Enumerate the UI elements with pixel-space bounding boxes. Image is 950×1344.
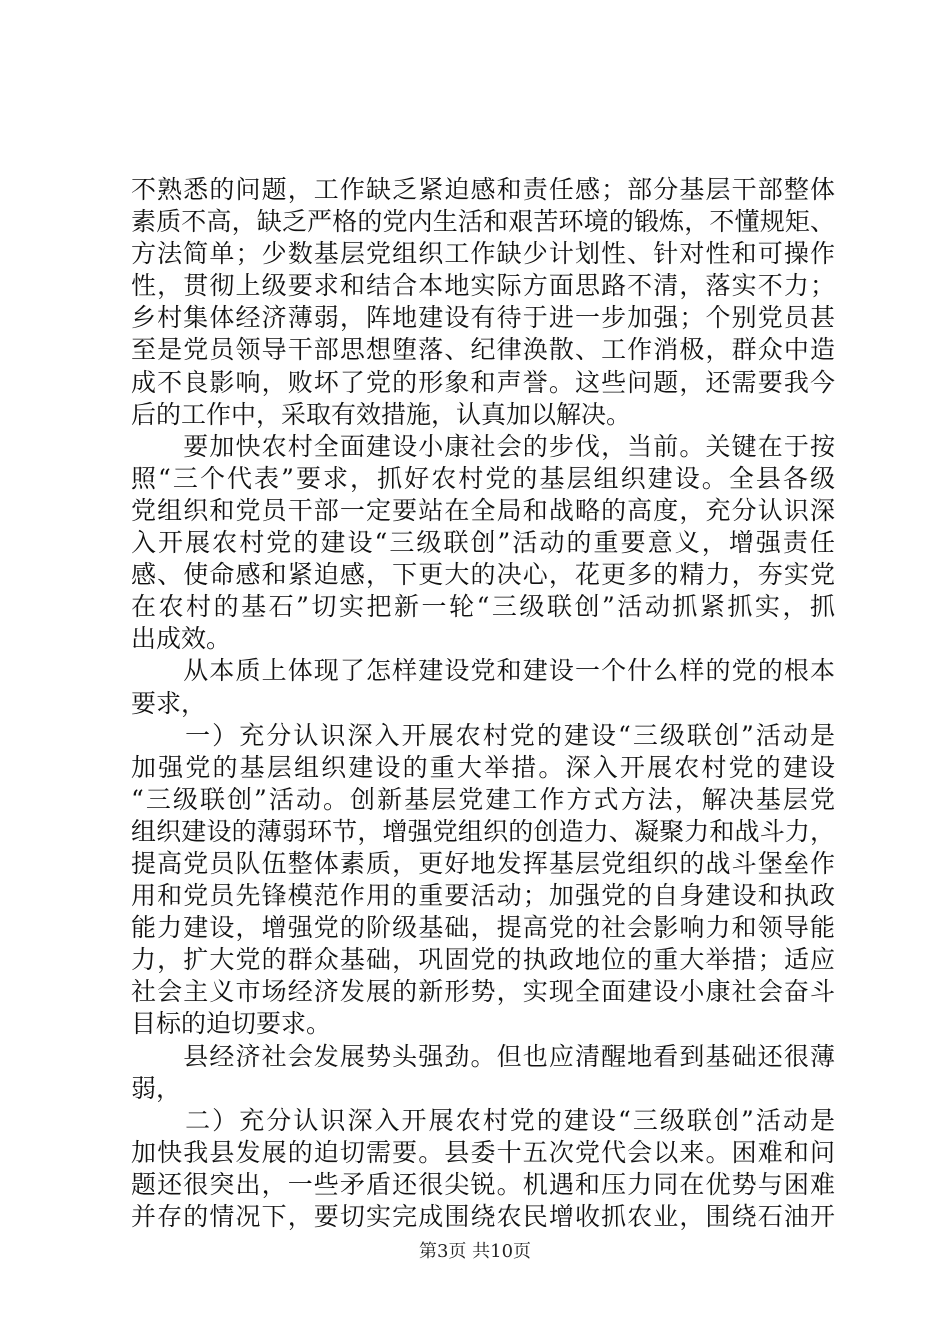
page-number-footer: 第3页 共10页 <box>418 1241 532 1262</box>
text-line: 出成效。 <box>131 624 232 654</box>
text-line: 成不良影响，败坏了党的形象和声誉。这些问题，还需要我今 <box>131 367 835 397</box>
document-body <box>131 174 835 1233</box>
text-line: 加强党的基层组织建设的重大举措。深入开展农村党的建设 <box>131 752 835 782</box>
text-line: 组织建设的薄弱环节，增强党组织的创造力、凝聚力和战斗力， <box>131 816 835 846</box>
text-line: 素质不高，缺乏严格的党内生活和艰苦环境的锻炼，不懂规矩、 <box>131 207 835 237</box>
text-line: 要加快农村全面建设小康社会的步伐，当前。关键在于按 <box>131 431 835 461</box>
text-line: 党组织和党员干部一定要站在全局和战略的高度，充分认识深 <box>131 495 835 525</box>
text-line: 力，扩大党的群众基础，巩固党的执政地位的重大举措；适应 <box>131 945 835 975</box>
text-line: 目标的迫切要求。 <box>131 1009 332 1039</box>
text-line: 一）充分认识深入开展农村党的建设“三级联创”活动是 <box>131 720 835 750</box>
text-line: 县经济社会发展势头强劲。但也应清醒地看到基础还很薄 <box>131 1041 835 1071</box>
text-line: 不熟悉的问题，工作缺乏紧迫感和责任感；部分基层干部整体 <box>131 175 835 204</box>
text-line: 要求， <box>131 688 207 718</box>
text-line: 题还很突出，一些矛盾还很尖锐。机遇和压力同在优势与困难 <box>131 1169 835 1199</box>
text-line: 入开展农村党的建设“三级联创”活动的重要意义，增强责任 <box>131 528 835 558</box>
text-line: “三级联创”活动。创新基层党建工作方式方法，解决基层党 <box>131 784 835 814</box>
text-line: 至是党员领导干部思想堕落、纪律涣散、工作消极，群众中造 <box>131 335 835 365</box>
text-line: 从本质上体现了怎样建设党和建设一个什么样的党的根本 <box>131 656 835 686</box>
text-line: 能力建设，增强党的阶级基础，提高党的社会影响力和领导能 <box>131 913 835 943</box>
text-line: 提高党员队伍整体素质，更好地发挥基层党组织的战斗堡垒作 <box>131 848 835 878</box>
text-line: 方法简单；少数基层党组织工作缺少计划性、针对性和可操作 <box>131 239 835 269</box>
text-line: 加快我县发展的迫切需要。县委十五次党代会以来。困难和问 <box>131 1137 835 1167</box>
text-line: 后的工作中，采取有效措施，认真加以解决。 <box>131 399 632 429</box>
text-line: 乡村集体经济薄弱，阵地建设有待于进一步加强；个别党员甚 <box>131 303 835 333</box>
text-line: 并存的情况下，要切实完成围绕农民增收抓农业，围绕石油开 <box>131 1202 835 1231</box>
text-line: 二）充分认识深入开展农村党的建设“三级联创”活动是 <box>131 1105 835 1135</box>
text-line: 社会主义市场经济发展的新形势，实现全面建设小康社会奋斗 <box>131 977 835 1007</box>
text-line: 弱， <box>131 1073 182 1103</box>
text-line: 照“三个代表”要求，抓好农村党的基层组织建设。全县各级 <box>131 463 835 493</box>
text-line: 用和党员先锋模范作用的重要活动；加强党的自身建设和执政 <box>131 881 835 911</box>
text-line: 性，贯彻上级要求和结合本地实际方面思路不清，落实不力； <box>131 271 835 301</box>
text-line: 感、使命感和紧迫感，下更大的决心，花更多的精力，夯实党 <box>131 560 835 590</box>
text-line: 在农村的基石”切实把新一轮“三级联创”活动抓紧抓实，抓 <box>131 592 835 622</box>
